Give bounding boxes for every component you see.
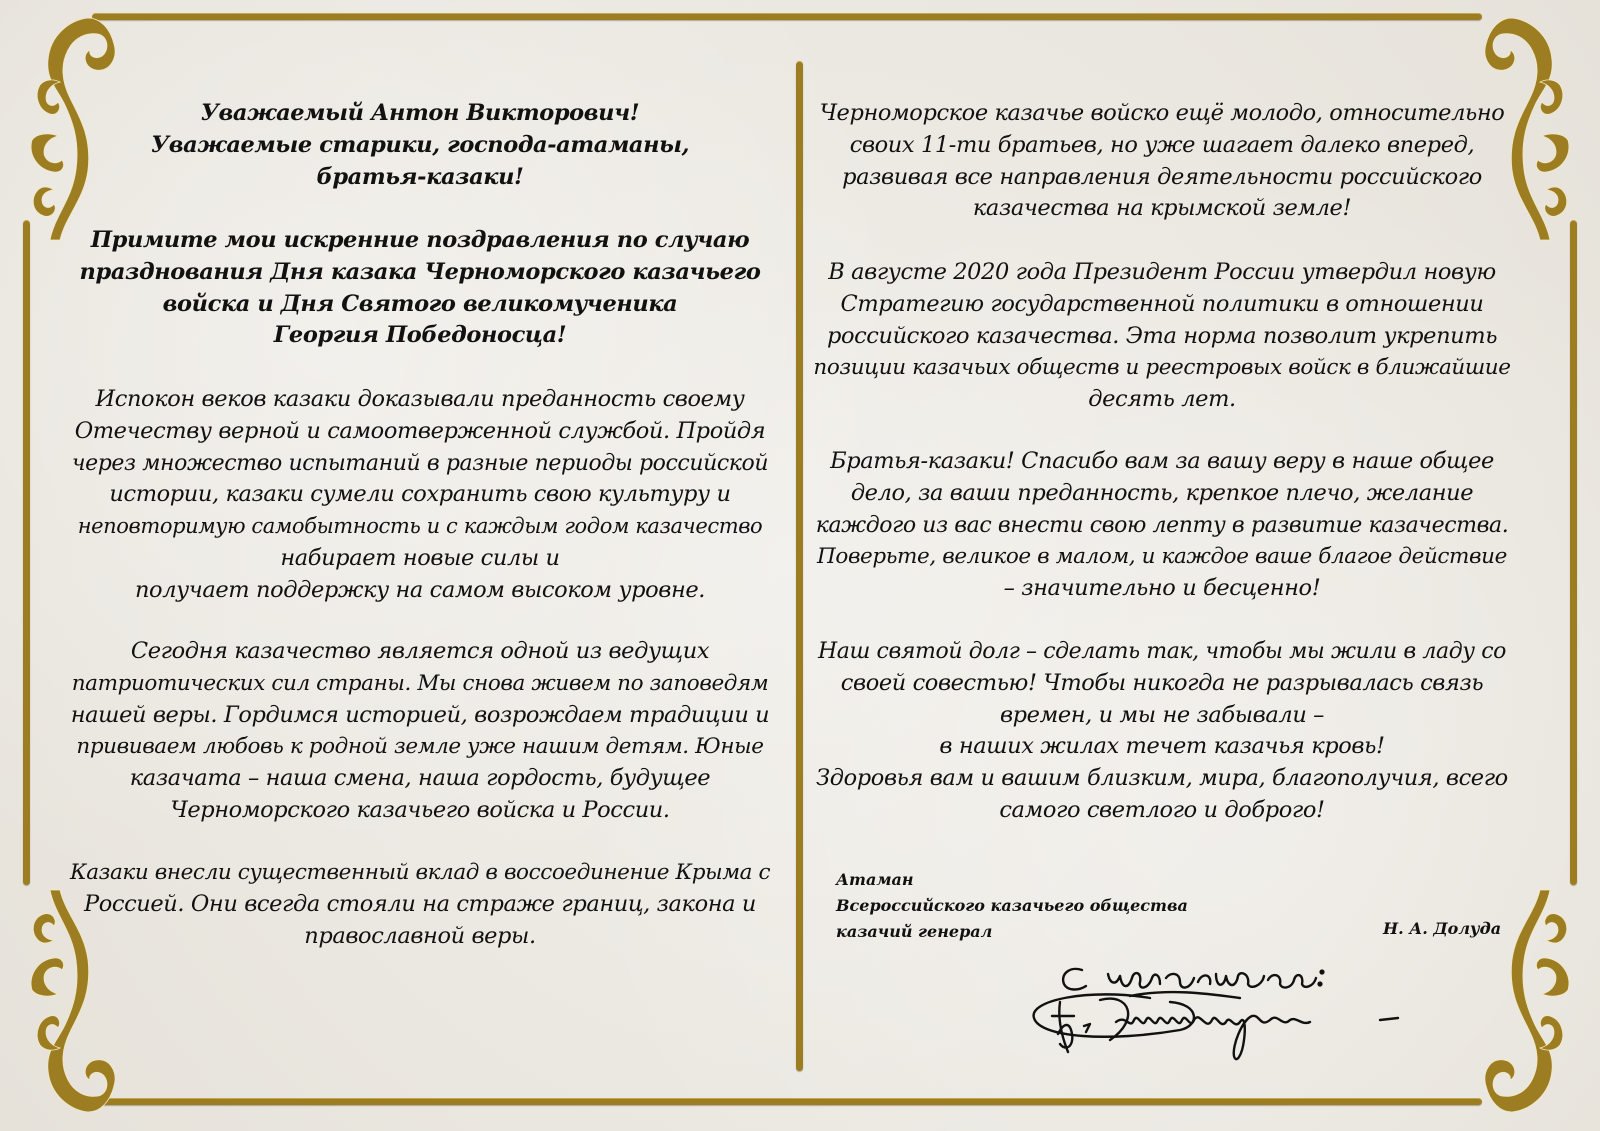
congrats-line: празднования Дня казака Черноморского казачьего: [79, 258, 761, 285]
text-line: Стратегию государственной политики в отношении: [840, 290, 1484, 317]
text-line: нашей веры. Гордимся историей, возрождаем традиции и: [70, 701, 770, 728]
text-line: дело, за ваши преданность, крепкое плечо, желание: [850, 479, 1474, 506]
text-line: своих 11-ти братьев, но уже шагает далеко вперед,: [849, 131, 1475, 158]
text-line: истории, казаки сумели сохранить свою культуру и: [109, 481, 731, 508]
text-line: патриотических сил страны. Мы снова живем по заповедям: [71, 670, 769, 696]
text-line: развивая все направления деятельности российского: [842, 163, 1482, 190]
paragraph-right-3: [812, 446, 1512, 605]
text-line: Отечеству верной и самоотверженной службой. Пройдя: [74, 417, 766, 444]
signatory-title-line: Атаман: [836, 870, 914, 889]
paragraph-left-3: [70, 857, 770, 952]
text-line: православной веры.: [304, 922, 536, 949]
text-line: Черноморского казачьего войска и России.: [170, 796, 670, 823]
congrats-line: Примите мои искренние поздравления по случаю: [90, 227, 750, 253]
signatory-title-line: казачий генерал: [836, 922, 993, 941]
text-line: получает поддержку на самом высоком уровне.: [134, 576, 706, 603]
text-line: через множество испытаний в разные периоды российской: [71, 450, 769, 476]
paragraph-right-1: [812, 98, 1512, 225]
text-line: позиции казачьих обществ и реестровых войск в ближайшие: [813, 355, 1511, 381]
greeting-block: [70, 98, 770, 193]
frame-bottom-line: [92, 1098, 1482, 1105]
text-line: В августе 2020 года Президент России утвердил новую: [828, 259, 1496, 285]
text-line: каждого из вас внести свою лепту в развитие казачества.: [815, 512, 1509, 538]
text-line: времен, и мы не забывали –: [999, 701, 1325, 728]
corner-ornament-bottom-right: [1470, 880, 1590, 1120]
text-line: Испокон веков казаки доказывали преданность своему: [95, 386, 745, 412]
greeting-line: Уважаемые старики, господа-атаманы,: [150, 131, 690, 158]
column-divider: [796, 61, 803, 1071]
text-line: – значительно и бесценно!: [1003, 575, 1321, 602]
text-line: неповторимую самобытность и с каждым годом казачество: [77, 514, 763, 539]
text-line: самого светлого и доброго!: [999, 796, 1325, 823]
text-line: Поверьте, великое в малом, и каждое ваше благое действие: [817, 544, 1507, 570]
congrats-line: войска и Дня Святого великомученика: [162, 290, 678, 317]
frame-right-line: [1570, 220, 1577, 885]
text-line: российского казачества. Эта норма позволит укрепить: [826, 322, 1498, 349]
congrats-line: Георгия Победоносца!: [273, 322, 567, 349]
frame-top-line: [92, 13, 1482, 20]
paragraph-left-2: [70, 636, 770, 827]
paragraph-right-2: [812, 257, 1512, 416]
greeting-line: Уважаемый Антон Викторович!: [200, 100, 640, 126]
text-line: Наш святой долг – сделать так, чтобы мы жили в ладу со: [818, 639, 1506, 664]
text-line: Черноморское казачье войско ещё молодо, относительно: [819, 100, 1505, 126]
paragraph-left-1: [70, 384, 770, 607]
text-line: своей совестью! Чтобы никогда не разрывалась связь: [840, 669, 1484, 696]
text-line: десять лет.: [1088, 386, 1236, 413]
text-line: Братья-казаки! Спасибо вам за вашу веру в наше общее: [830, 448, 1494, 474]
text-line: Казаки внесли существенный вклад в воссоединение Крыма с: [70, 860, 771, 885]
text-line: Здоровья вам и вашим близким, мира, благополучия, всего: [816, 765, 1508, 792]
greeting-line: братья-казаки!: [316, 163, 524, 190]
text-line: казачества на крымской земле!: [972, 195, 1352, 222]
text-line: казачата – наша смена, наша гордость, будущее: [129, 765, 711, 792]
text-line: в наших жилах течет казачья кровь!: [939, 733, 1385, 760]
handwritten-signature: [1030, 960, 1430, 1070]
signatory-name: Н. А. Долуда: [1383, 919, 1502, 938]
text-line: Сегодня казачество является одной из ведущих: [130, 638, 710, 664]
text-line: набирает новые силы и: [280, 544, 560, 571]
signatory-title-line: Всероссийского казачьего общества: [836, 896, 1188, 915]
text-line: прививаем любовь к родной земле уже нашим детям. Юные: [76, 734, 764, 760]
paragraph-right-4: [812, 636, 1512, 827]
congratulations-block: [70, 225, 770, 352]
signatory-title: [836, 867, 1188, 945]
text-line: Россией. Они всегда стояли на страже границ, закона и: [84, 890, 756, 917]
frame-left-line: [23, 220, 30, 885]
